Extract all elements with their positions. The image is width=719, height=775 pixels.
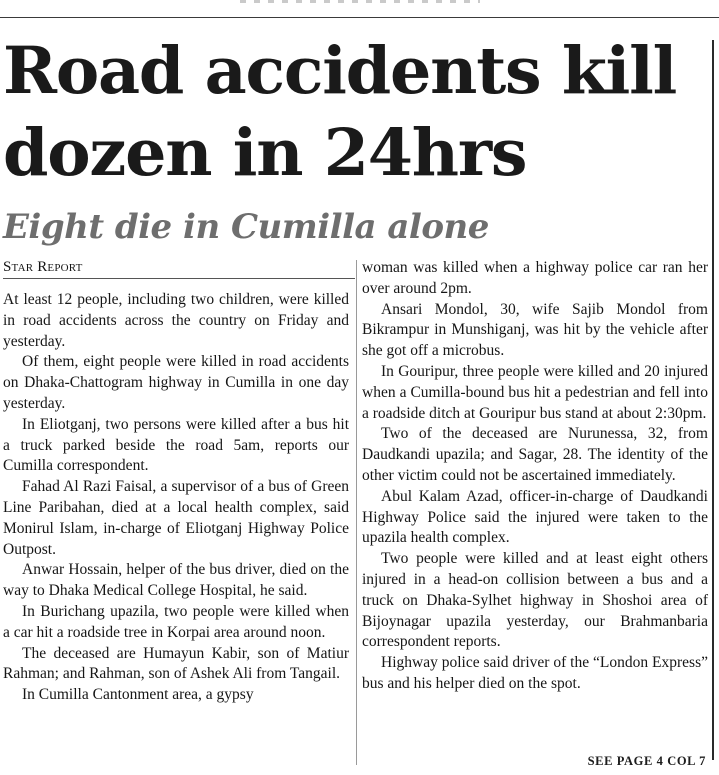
column-divider xyxy=(356,260,357,765)
byline: Star Report xyxy=(3,258,355,279)
top-divider xyxy=(0,17,719,18)
paragraph: Highway police said driver of the “London Express” bus and his helper died on the spot. xyxy=(362,654,708,692)
paragraph: In Eliotganj, two persons were killed after a bus hit a truck parked beside the road 5am, reports our Cumilla correspondent. xyxy=(3,415,349,475)
headline-line-2: dozen in 24hrs xyxy=(3,115,527,191)
paragraph: Fahad Al Razi Faisal, a supervisor of a bus of Green Line Paribahan, died at a local health complex, said Monirul Islam, in-charge of Eliotganj Highway Police Outpost. xyxy=(3,478,349,558)
continuation-jump: SEE PAGE 4 COL 7 xyxy=(587,754,706,768)
paragraph: Abul Kalam Azad, officer-in-charge of Daudkandi Highway Police said the injured were taken to the upazila health complex. xyxy=(362,487,708,547)
subheadline: Eight die in Cumilla alone xyxy=(3,207,489,247)
right-column xyxy=(362,258,708,695)
paragraph: Two people were killed and at least eight others injured in a head-on collision between a bus and a truck on Dhaka-Sylhet highway in Shoshoi area of Bijoynagar upazila yesterday, our Brahmanbaria correspondent reports. xyxy=(362,550,708,651)
headline-line-1: Road accidents kill xyxy=(3,33,677,109)
left-column xyxy=(3,290,349,706)
paragraph: In Cumilla Cantonment area, a gypsy xyxy=(22,686,254,704)
paragraph: At least 12 people, including two children, were killed in road accidents across the country on Friday and yesterday. xyxy=(3,291,349,350)
paragraph: woman was killed when a highway police car ran her over around 2pm. xyxy=(362,259,708,297)
paragraph: The deceased are Humayun Kabir, son of Matiur Rahman; and Rahman, son of Ashek Ali from Tangail. xyxy=(3,644,349,683)
top-page-remnant xyxy=(240,0,480,3)
paragraph: Of them, eight people were killed in road accidents on Dhaka-Chattogram highway in Cumilla in one day yesterday. xyxy=(3,353,349,412)
paragraph: In Burichang upazila, two people were killed when a car hit a roadside tree in Korpai area around noon. xyxy=(3,602,349,641)
headline xyxy=(3,30,713,194)
paragraph: Ansari Mondol, 30, wife Sajib Mondol from Bikrampur in Munshiganj, was hit by the vehicle after she got off a microbus. xyxy=(362,300,708,360)
paragraph: Two of the deceased are Nurunessa, 32, from Daudkandi upazila; and Sagar, 28. The identity of the other victim could not be ascertained immediately. xyxy=(362,425,708,484)
paragraph: Anwar Hossain, helper of the bus driver, died on the way to Dhaka Medical College Hospital, he said. xyxy=(3,561,349,600)
paragraph: In Gouripur, three people were killed and 20 injured when a Cumilla-bound bus hit a pedestrian and fell into a roadside ditch at Gouripur bus stand at about 2:30pm. xyxy=(362,362,708,422)
